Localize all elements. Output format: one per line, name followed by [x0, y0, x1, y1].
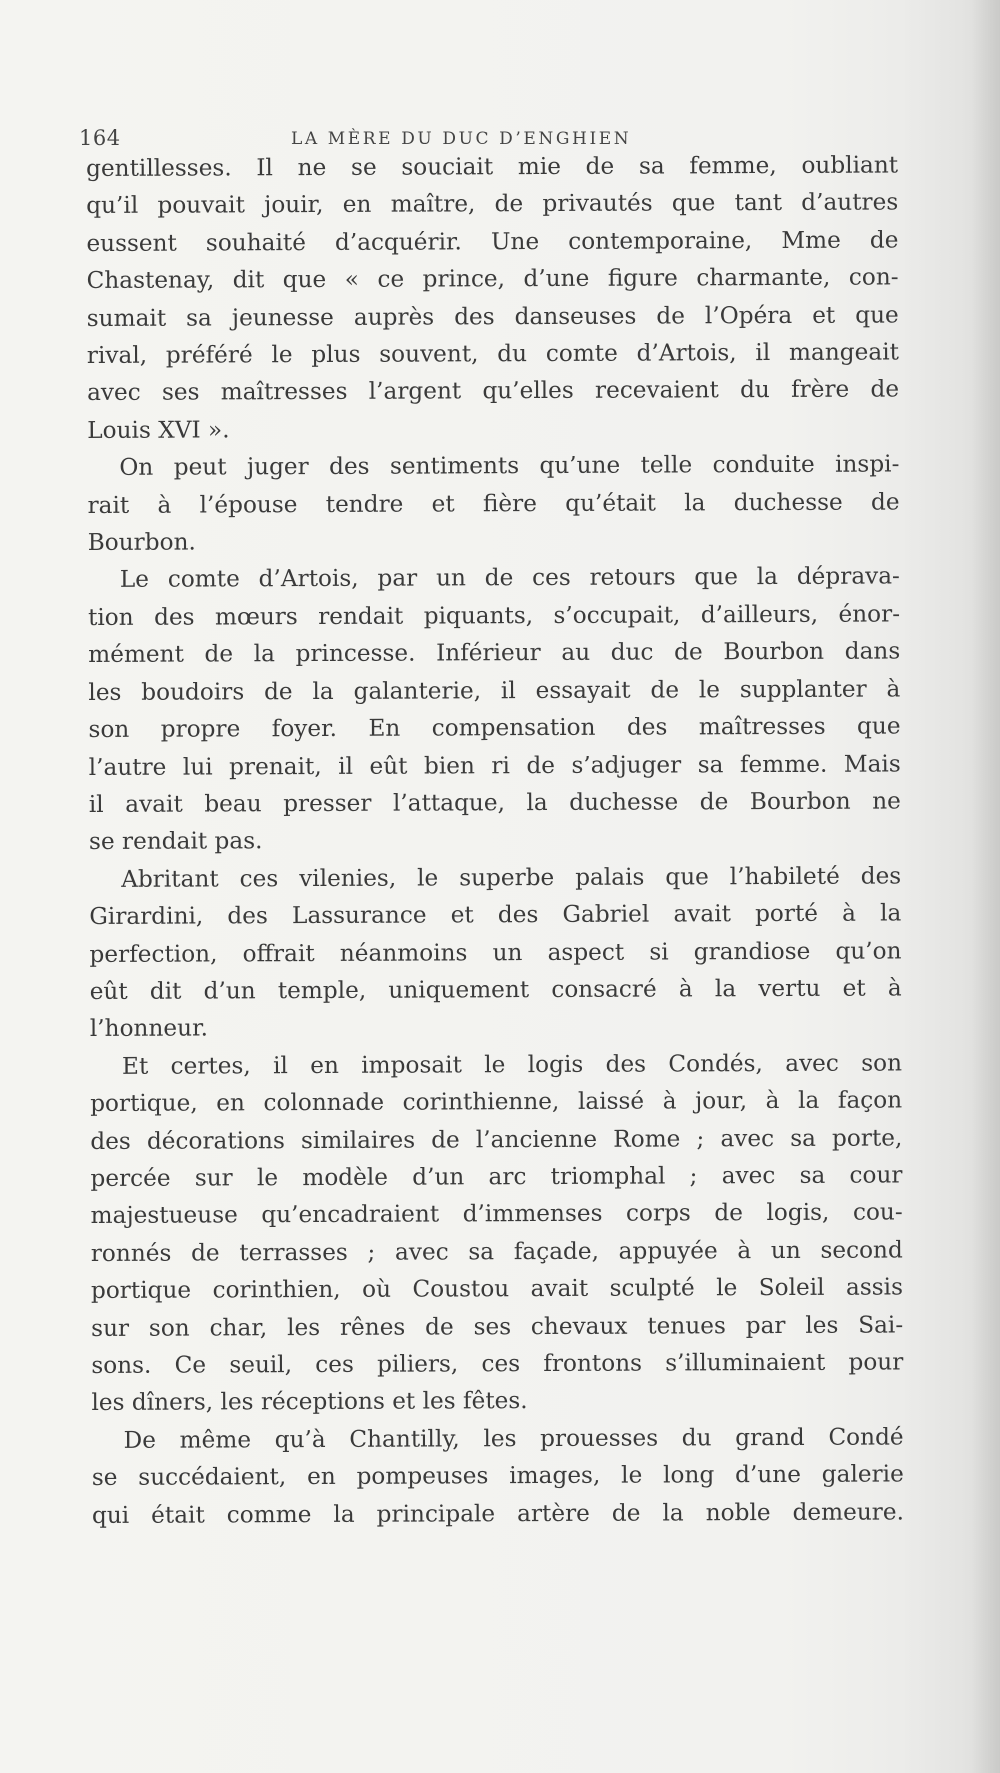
text-line: eussent souhaité d’acquérir. Une contemporaine, Mme de	[86, 226, 899, 257]
text-line: eût dit d’un temple, uniquement consacré à la vertu et à	[89, 974, 902, 1005]
text-line: les dîners, les réceptions et les fêtes.	[91, 1387, 528, 1417]
text-line: qui était comme la principale artère de la noble demeure.	[91, 1498, 905, 1529]
text-line: percée sur le modèle d’un arc triomphal ; avec sa cour	[90, 1161, 903, 1192]
text-line: sur son char, les rênes de ses chevaux tenues par les Sai-	[91, 1311, 904, 1342]
text-line: ronnés de terrasses ; avec sa façade, appuyée à un second	[90, 1236, 903, 1267]
text-line: perfection, offrait néanmoins un aspect si grandiose qu’on	[89, 936, 902, 968]
text-line: Louis XVI ».	[87, 416, 230, 444]
text-line: majestueuse qu’encadraient d’immenses corps de logis, cou-	[90, 1198, 903, 1230]
text-line: Chastenay, dit que « ce prince, d’une figure charmante, con-	[86, 263, 899, 295]
text-line: tion des mœurs rendait piquants, s’occupait, d’ailleurs, énor-	[87, 600, 901, 631]
page-number: 164	[79, 126, 121, 150]
text-line: portique corinthien, où Coustou avait sculpté le Soleil assis	[90, 1273, 904, 1305]
body-text	[86, 146, 904, 1534]
text-line: rival, préféré le plus souvent, du comte d’Artois, il mangeait	[86, 338, 899, 370]
text-line: Le comte d’Artois, par un de ces retours que la déprava-	[119, 562, 900, 594]
text-line: sumait sa jeunesse auprès des danseuses de l’Opéra et que	[86, 301, 899, 332]
text-line: On peut juger des sentiments qu’une telle conduite inspi-	[119, 450, 900, 482]
text-line: De même qu’à Chantilly, les prouesses du grand Condé	[123, 1423, 904, 1454]
text-line: portique, en colonnade corinthienne, laissé à jour, à la façon	[90, 1086, 903, 1118]
text-line: Abritant ces vilenies, le superbe palais que l’habileté des	[121, 862, 902, 893]
text-line: les boudoirs de la galanterie, il essayait de le supplanter à	[88, 675, 901, 706]
text-line: sons. Ce seuil, ces piliers, ces frontons s’illuminaient pour	[91, 1348, 904, 1379]
text-line: se rendait pas.	[88, 827, 263, 856]
text-line: Girardini, des Lassurance et des Gabriel avait porté à la	[89, 899, 902, 931]
text-line: Bourbon.	[87, 528, 196, 557]
text-line: avec ses maîtresses l’argent qu’elles recevaient du frère de	[87, 375, 900, 407]
running-title: LA MÈRE DU DUC D’ENGHIEN	[291, 129, 632, 149]
text-line: Et certes, il en imposait le logis des Condés, avec son	[121, 1049, 903, 1080]
text-line: gentillesses. Il ne se souciait mie de sa femme, oubliant	[86, 151, 899, 182]
text-line: qu’il pouvait jouir, en maître, de privautés que tant d’autres	[86, 188, 899, 220]
text-line: l’autre lui prenait, il eût bien ri de s’adjuger sa femme. Mais	[88, 749, 901, 781]
text-line: des décorations similaires de l’ancienne Rome ; avec sa porte,	[90, 1124, 903, 1155]
text-line: son propre foyer. En compensation des maîtresses que	[88, 712, 901, 744]
text-line: il avait beau presser l’attaque, la duchesse de Bourbon ne	[88, 787, 901, 818]
page-edge-shadow	[972, 0, 1000, 1773]
text-line: mément de la princesse. Inférieur au duc de Bourbon dans	[88, 637, 901, 669]
text-line: se succédaient, en pompeuses images, le long d’une galerie	[91, 1460, 904, 1492]
text-line: rait à l’épouse tendre et fière qu’était la duchesse de	[87, 488, 900, 519]
text-line: l’honneur.	[89, 1014, 209, 1043]
